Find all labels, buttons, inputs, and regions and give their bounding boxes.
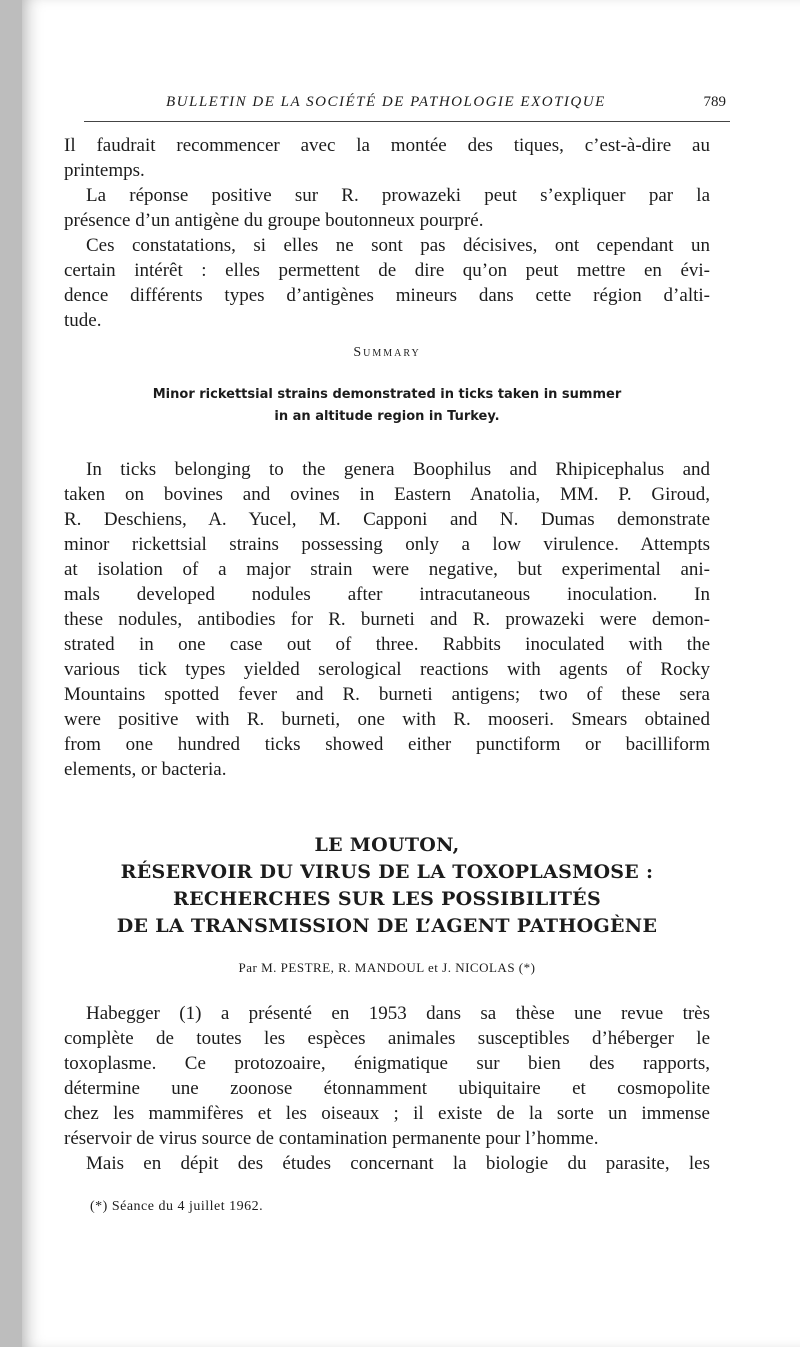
text-line: Mountains spotted fever and R. burneti antigens; two of these sera <box>64 684 710 705</box>
text-line: tude. <box>64 310 102 331</box>
text-line: printemps. <box>64 160 145 181</box>
text-line: Il faudrait recommencer avec la montée des tiques, c’est-à-dire au <box>64 135 710 156</box>
summary-subtitle-line: Minor rickettsial strains demonstrated in ticks taken in summer <box>152 387 622 402</box>
text-line: these nodules, antibodies for R. burneti and R. prowazeki were demon- <box>64 609 710 630</box>
text-line: R. Deschiens, A. Yucel, M. Capponi and N. Dumas demonstrate <box>64 509 710 530</box>
summary-text <box>64 457 710 782</box>
text-line: were positive with R. burneti, one with R. mooseri. Smears obtained <box>64 709 710 730</box>
article-authors: Par M. PESTRE, R. MANDOUL et J. NICOLAS (*) <box>238 960 536 975</box>
text-line: complète de toutes les espèces animales susceptibles d’héberger le <box>64 1028 710 1049</box>
footnote: (*) Séance du 4 juillet 1962. <box>90 1199 264 1214</box>
page <box>22 0 800 1347</box>
journal-title: BULLETIN DE LA SOCIÉTÉ DE PATHOLOGIE EXOTIQUE <box>166 94 606 110</box>
text-line: chez les mammifères et les oiseaux ; il existe de la sorte un immense <box>64 1103 710 1124</box>
article-title-line: DE LA TRANSMISSION DE L’AGENT PATHOGÈNE <box>116 915 658 937</box>
text-line: from one hundred ticks showed either punctiform or bacilliform <box>64 734 710 755</box>
text-line: toxoplasme. Ce protozoaire, énigmatique sur bien des rapports, <box>64 1053 710 1074</box>
text-line: mals developed nodules after intracutaneous inoculation. In <box>64 584 710 605</box>
summary-subtitle <box>64 384 710 428</box>
text-line: Habegger (1) a présenté en 1953 dans sa thèse une revue très <box>86 1003 710 1024</box>
article-title <box>64 832 710 940</box>
text-line: La réponse positive sur R. prowazeki peut s’expliquer par la <box>86 185 710 206</box>
text-line: In ticks belonging to the genera Boophilus and Rhipicephalus and <box>86 459 710 480</box>
summary-subtitle-line: in an altitude region in Turkey. <box>274 409 500 424</box>
text-line: Ces constatations, si elles ne sont pas décisives, ont cependant un <box>86 235 710 256</box>
text-line: taken on bovines and ovines in Eastern Anatolia, MM. P. Giroud, <box>64 484 710 505</box>
article-title-line: LE MOUTON, <box>314 834 460 856</box>
text-line: dence différents types d’antigènes mineurs dans cette région d’alti- <box>64 285 710 306</box>
page-number: 789 <box>703 94 726 110</box>
running-header <box>166 94 726 111</box>
text-line: elements, or bacteria. <box>64 759 227 780</box>
article-title-line: RÉSERVOIR DU VIRUS DE LA TOXOPLASMOSE : <box>120 861 654 883</box>
article-title-line: RECHERCHES SUR LES POSSIBILITÉS <box>173 888 601 910</box>
header-rule <box>84 121 730 122</box>
text-line: various tick types yielded serological reactions with agents of Rocky <box>64 659 710 680</box>
text-line: présence d’un antigène du groupe boutonneux pourpré. <box>64 210 484 231</box>
summary-heading: Summary <box>353 345 421 360</box>
text-line: réservoir de virus source de contamination permanente pour l’homme. <box>64 1128 599 1149</box>
text-line: Mais en dépit des études concernant la biologie du parasite, les <box>86 1153 710 1174</box>
text-line: at isolation of a major strain were negative, but experimental ani- <box>64 559 710 580</box>
text-line: détermine une zoonose étonnamment ubiquitaire et cosmopolite <box>64 1078 710 1099</box>
text-line: strated in one case out of three. Rabbits inoculated with the <box>64 634 710 655</box>
text-line: minor rickettsial strains possessing only a low virulence. Attempts <box>64 534 710 555</box>
article-body <box>64 1001 710 1176</box>
french-conclusion <box>64 133 710 333</box>
text-line: certain intérêt : elles permettent de dire qu’on peut mettre en évi- <box>64 260 710 281</box>
